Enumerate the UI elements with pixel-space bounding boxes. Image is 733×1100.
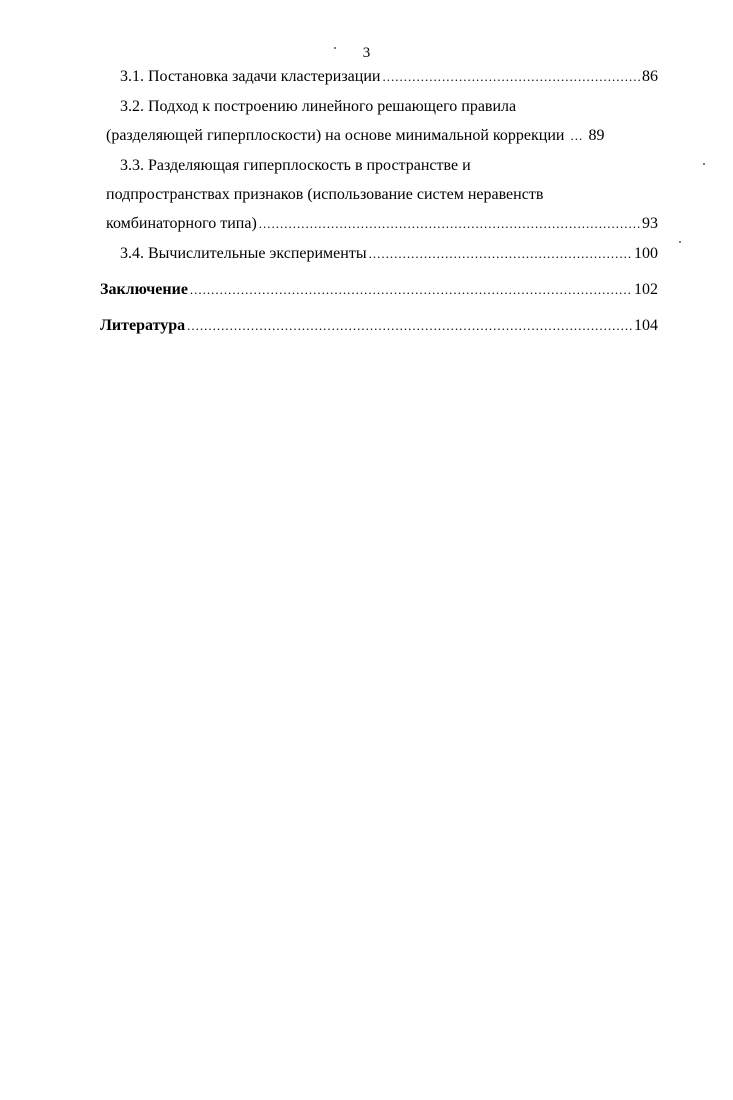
toc-entry-title: Литература (100, 317, 186, 334)
toc-entry-title: комбинаторного типа) (106, 215, 257, 232)
toc-entry-page: 86 (642, 68, 658, 85)
toc-entry-page: 100 (634, 245, 658, 262)
page-number: 3 (362, 45, 371, 61)
scan-speck (679, 241, 681, 243)
toc-entry-title: 3.4. Вычислительные эксперименты (120, 245, 367, 262)
toc-leader-dots (369, 244, 632, 264)
toc-entry-title: (разделяющей гиперплоскости) на основе минимальной коррекции (106, 127, 565, 144)
toc-entry-3-2-line-2 (106, 126, 658, 146)
toc-entry-conclusion (100, 280, 658, 300)
toc-leader-dots (259, 214, 640, 234)
toc-entry-literature (100, 316, 658, 336)
toc-entry-3-3-line-1: 3.3. Разделяющая гиперплоскость в пространстве и (120, 157, 471, 174)
toc-leader-dots (570, 126, 584, 146)
toc-entry-3-1 (120, 67, 658, 87)
scan-speck (334, 47, 336, 49)
toc-leader-dots (382, 67, 640, 87)
toc-leader-dots (187, 316, 632, 336)
scan-speck (703, 163, 705, 165)
toc-entry-page: 102 (634, 281, 658, 298)
toc-entry-page: 104 (634, 317, 658, 334)
toc-entry-3-2-line-1: 3.2. Подход к построению линейного решающего правила (120, 98, 517, 115)
toc-entry-page: 93 (642, 215, 658, 232)
toc-entry-3-4 (120, 244, 658, 264)
toc-entry-title: 3.1. Постановка задачи кластеризации (120, 68, 381, 85)
toc-leader-dots (190, 280, 632, 300)
toc-entry-3-3-line-3 (106, 214, 658, 234)
toc-entry-title: Заключение (100, 281, 188, 298)
toc-entry-3-3-line-2: подпространствах признаков (использование систем неравенств (106, 186, 544, 203)
toc-entry-page: 89 (588, 127, 605, 144)
